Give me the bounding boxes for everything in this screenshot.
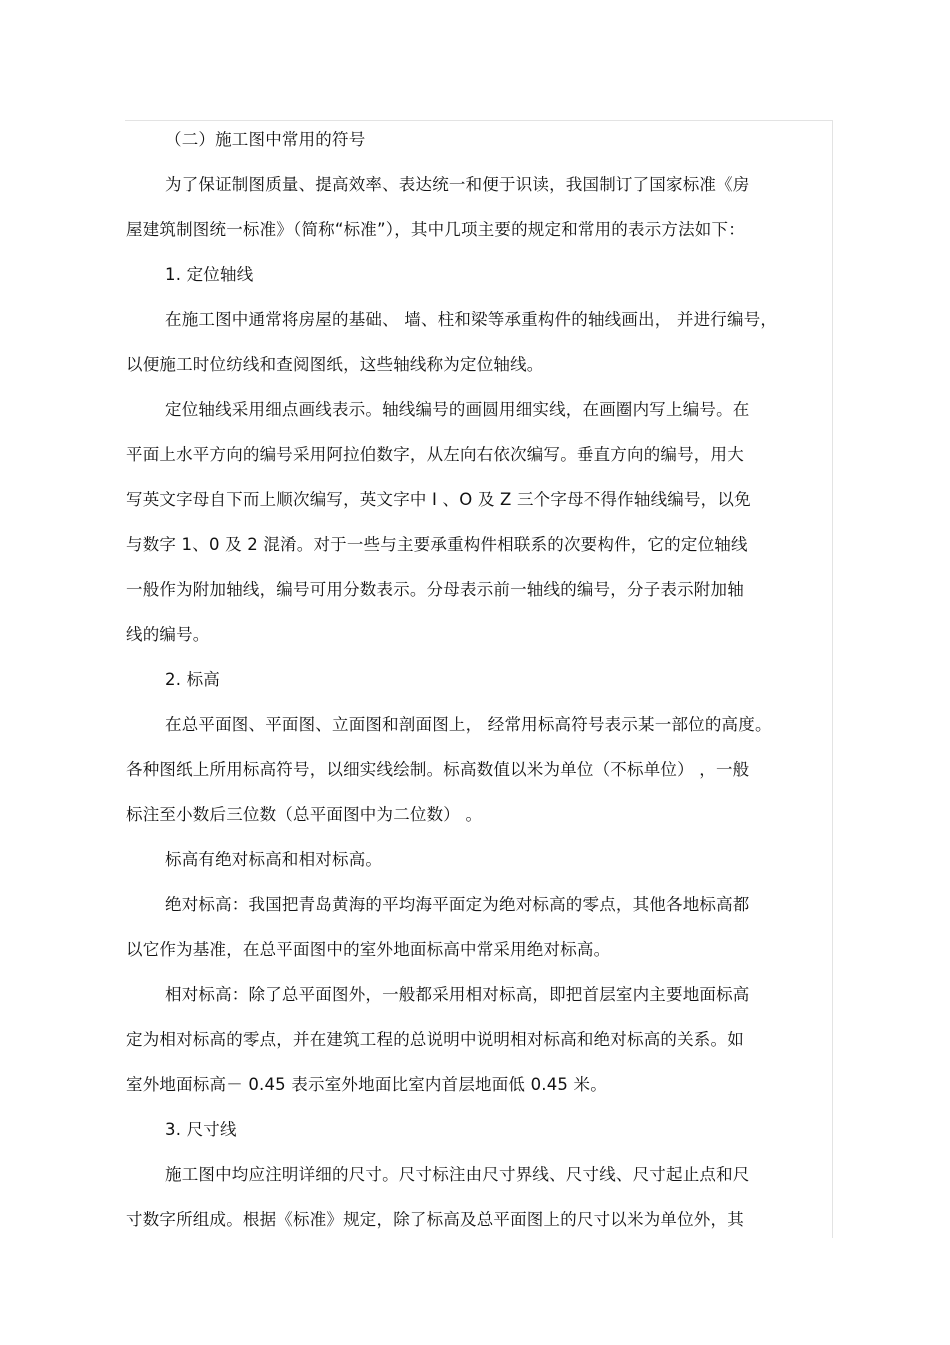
paragraph-line: 平面上水平方向的编号采用阿拉伯数字，从左向右依次编写。垂直方向的编号，用大 [126,445,744,464]
paragraph-line: 以它作为基准，在总平面图中的室外地面标高中常采用绝对标高。 [126,940,611,959]
page-border-right [832,120,833,1238]
paragraph-line: 在施工图中通常将房屋的基础、 墙、柱和梁等承重构件的轴线画出， 并进行编号， [165,310,778,329]
paragraph-line: 相对标高：除了总平面图外，一般都采用相对标高，即把首层室内主要地面标高 [165,985,750,1004]
paragraph-line: 一般作为附加轴线，编号可用分数表示。分母表示前一轴线的编号，分子表示附加轴 [126,580,744,599]
paragraph-line: 标高有绝对标高和相对标高。 [165,850,383,869]
paragraph-line: 写英文字母自下而上顺次编写，英文字中 I 、O 及 Z 三个字母不得作轴线编号，以免 [126,490,751,509]
paragraph-line: 绝对标高：我国把青岛黄海的平均海平面定为绝对标高的零点，其他各地标高都 [165,895,750,914]
paragraph-line: 定位轴线采用细点画线表示。轴线编号的画圆用细实线，在画圈内写上编号。在 [165,400,750,419]
paragraph-line: 屋建筑制图统一标准》（简称“标准”），其中几项主要的规定和常用的表示方法如下： [126,220,745,239]
paragraph-line: 与数字 1、0 及 2 混淆。对于一些与主要承重构件相联系的次要构件，它的定位轴线 [126,535,748,554]
paragraph-line: 为了保证制图质量、提高效率、表达统一和便于识读，我国制订了国家标准《房 [165,175,750,194]
paragraph-line: 施工图中均应注明详细的尺寸。尺寸标注由尺寸界线、尺寸线、尺寸起止点和尺 [165,1165,750,1184]
paragraph-line: 寸数字所组成。根据《标准》规定，除了标高及总平面图上的尺寸以米为单位外，其 [126,1210,744,1229]
subsection-heading: 1. 定位轴线 [165,265,254,284]
paragraph-line: 线的编号。 [126,625,210,644]
paragraph-line: 各种图纸上所用标高符号，以细实线绘制。标高数值以米为单位（不标单位） ，一般 [126,760,750,779]
paragraph-line: 定为相对标高的零点，并在建筑工程的总说明中说明相对标高和绝对标高的关系。如 [126,1030,744,1049]
subsection-heading: 2. 标高 [165,670,220,689]
paragraph-line: 在总平面图、平面图、立面图和剖面图上， 经常用标高符号表示某一部位的高度。 [165,715,772,734]
paragraph-line: 以便施工时位纺线和查阅图纸，这些轴线称为定位轴线。 [126,355,544,374]
subsection-heading: 3. 尺寸线 [165,1120,237,1139]
section-heading: （二）施工图中常用的符号 [165,130,366,149]
paragraph-line: 标注至小数后三位数（总平面图中为二位数） 。 [126,805,483,824]
paragraph-line: 室外地面标高－ 0.45 表示室外地面比室内首层地面低 0.45 米。 [126,1075,607,1094]
page-border-top [125,120,833,121]
